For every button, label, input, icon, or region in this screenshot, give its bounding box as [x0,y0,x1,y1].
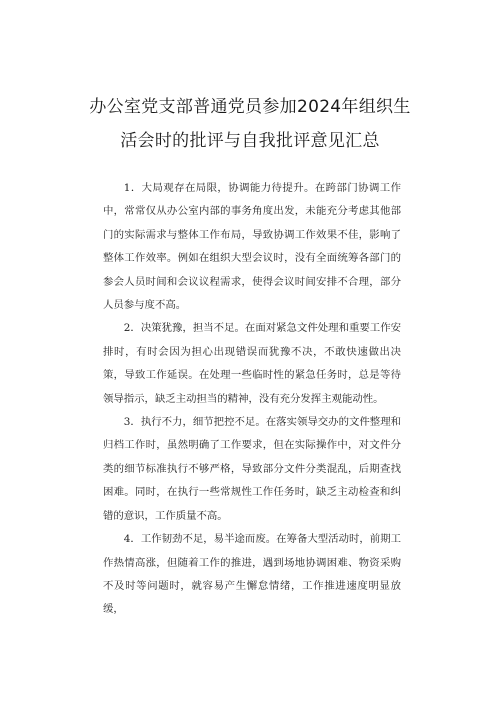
paragraph-2: 2．决策犹豫，担当不足。在面对紧急文件处理和重要工作安排时，有时会因为担心出现错误而犹豫不决，不敢快速做出决策，导致工作延误。在处理一些临时性的紧急任务时，总是等待领导指示，缺乏主动担当的精神，没有充分发挥主观能动性。 [103,322,401,405]
document-title-line-2: 活会时的批评与自我批评意见汇总 [120,131,380,151]
document-body [103,177,401,622]
paragraph-4: 4．工作韧劲不足，易半途而废。在筹备大型活动时，前期工作热情高涨，但随着工作的推进，遇到场地协调困难、物资采购不及时等问题时，就容易产生懈怠情绪，工作推进速度明显放缓， [103,533,401,616]
paragraph-3: 3．执行不力，细节把控不足。在落实领导交办的文件整理和归档工作时，虽然明确了工作要求，但在实际操作中，对文件分类的细节标准执行不够严格，导致部分文件分类混乱，后期查找困难。同时，在执行一些常规性工作任务时，缺乏主动检查和纠错的意识，工作质量不高。 [103,416,401,522]
document-title-line-1: 办公室党支部普通党员参加2024年组织生 [89,97,411,117]
paragraph-1: 1．大局观存在局限，协调能力待提升。在跨部门协调工作中，常常仅从办公室内部的事务角度出发，未能充分考虑其他部门的实际需求与整体工作布局，导致协调工作效果不佳，影响了整体工作效率。例如在组织大型会议时，没有全面统筹各部门的参会人员时间和会议议程需求，使得会议时间安排不合理，部分人员参与度不高。 [103,182,401,312]
